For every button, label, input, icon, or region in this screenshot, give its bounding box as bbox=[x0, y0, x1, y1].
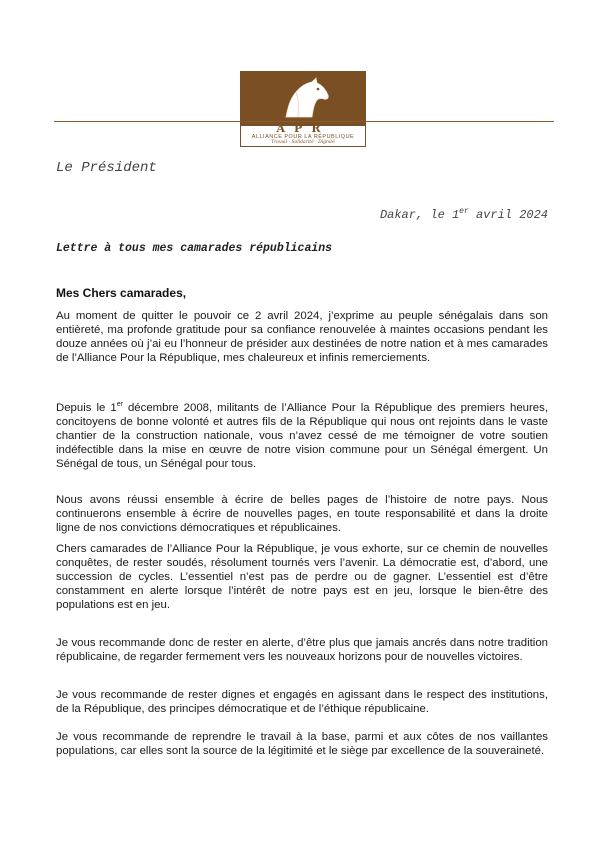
paragraph-2-ordinal: er bbox=[116, 401, 123, 409]
dateline bbox=[380, 207, 548, 222]
apr-logo bbox=[240, 71, 366, 147]
dateline-prefix: Dakar, le 1 bbox=[379, 208, 460, 222]
salutation: Mes Chers camarades, bbox=[56, 286, 187, 300]
sender-title: Le Président bbox=[56, 160, 157, 176]
paragraph-5: Je vous recommande donc de rester en alerte, d’être plus que jamais ancrés dans notre tradition républicaine, de regarder fermement vers les nouveaux horizons pour de nouvelles victoires. bbox=[56, 637, 548, 663]
horse-head-icon bbox=[278, 77, 330, 121]
logo-party-name: ALLIANCE POUR LA RÉPUBLIQUE bbox=[251, 134, 355, 140]
paragraph-2 bbox=[56, 401, 548, 471]
dateline-suffix: avril 2024 bbox=[468, 208, 548, 222]
paragraph-2-start: Depuis le 1 bbox=[56, 402, 117, 414]
paragraph-7: Je vous recommande de reprendre le travail à la base, parmi et aux côtes de nos vaillantes populations, car elles sont la source de la légitimité et le siège par excellence de la souveraineté. bbox=[56, 731, 548, 757]
logo-acronym: APR bbox=[276, 122, 330, 135]
paragraph-4: Chers camarades de l’Alliance Pour la République, je vous exhorte, sur ce chemin de nouvelles conquêtes, de rester soudés, résolument tournés vers l’avenir. La démocratie est, d’abord, une succession de cycles. L’essentiel n’est pas de perdre ou de gagner. L’essentiel est d’être constamment en alerte lorsque l’intérêt de notre pays est en jeu, lorsque le bien-être des populations est en jeu. bbox=[56, 543, 548, 611]
letter-subject: Lettre à tous mes camarades républicains bbox=[56, 242, 333, 255]
paragraph-1: Au moment de quitter le pouvoir ce 2 avril 2024, j’exprime au peuple sénégalais dans son entièreté, ma profonde gratitude pour sa confiance renouvelée à maintes occasions pendant les douze années où j’ai eu l’honneur de présider aux destinées de notre nation et à mes camarades de l’Alliance Pour la République, mes chaleureux et infinis remerciements. bbox=[56, 310, 548, 364]
logo-motto: Travail - Solidarité - Dignité bbox=[271, 140, 335, 145]
paragraph-3: Nous avons réussi ensemble à écrire de belles pages de l’histoire de notre pays. Nous continuerons ensemble à écrire de nouvelles pages, en toute responsabilité et dans la droite ligne de nos convictions démocratiques et républicaines. bbox=[56, 494, 548, 534]
logo-emblem bbox=[240, 71, 366, 125]
paragraph-6: Je vous recommande de rester dignes et engagés en agissant dans le respect des institutions, de la République, des principes démocratique et de l’éthique républicaine. bbox=[56, 689, 548, 715]
dateline-ordinal: er bbox=[459, 207, 469, 216]
letterhead-divider bbox=[54, 121, 554, 122]
paragraph-2-rest: décembre 2008, militants de l’Alliance Pour la République des premiers heures, concitoyens de bonne volonté et autres fils de la République qui nous ont rejoints dans le vaste chantier de la construction nationale, vous n’avez cessé de me témoigner de votre soutien indéfectible dans la mise en œuvre de notre vision commune pour un Sénégal émergent. Un Sénégal de tous, un Sénégal pour tous. bbox=[56, 402, 548, 470]
